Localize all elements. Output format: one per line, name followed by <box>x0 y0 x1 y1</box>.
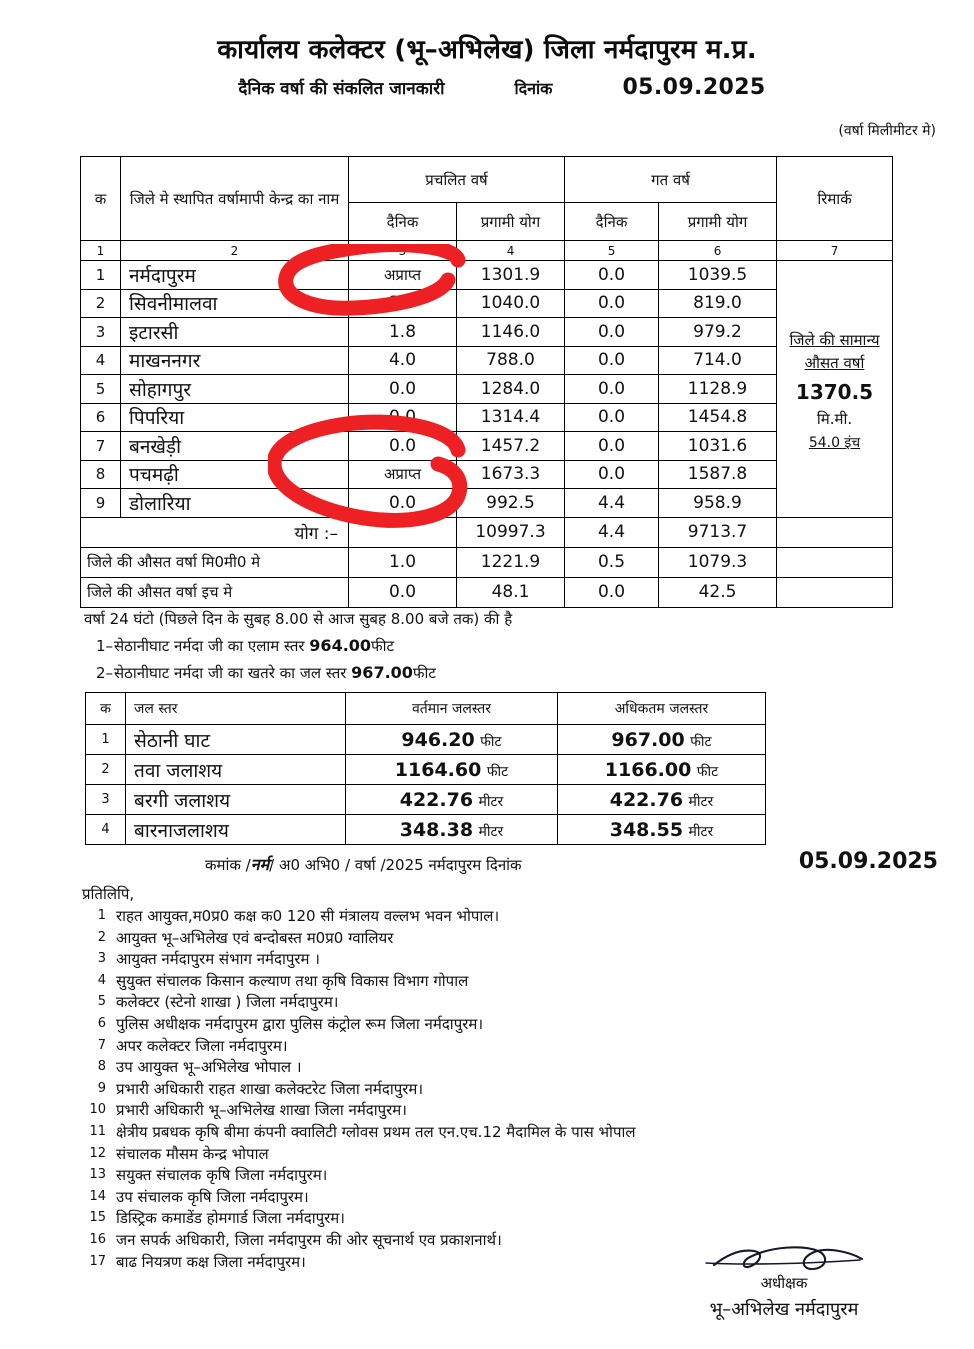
water-current-unit: मीटर <box>478 793 504 810</box>
list-item-text: सुयुक्त संचालक किसान कल्याण तथा कृषि विकास विभाग गोपाल <box>116 971 469 990</box>
list-item <box>82 1060 882 1075</box>
water-current-value: 946.20 <box>401 728 475 751</box>
list-item <box>82 995 882 1010</box>
table-row <box>81 318 893 347</box>
list-item-text: डिस्ट्रिक कमाडेंड होमगार्ड जिला नर्मदापुरम। <box>116 1209 345 1228</box>
water-row-maximum <box>558 755 766 785</box>
water-row-current <box>346 755 558 785</box>
remark-cell <box>777 261 893 518</box>
list-item-text: संचालक मौसम केन्द्र भोपाल <box>116 1144 269 1163</box>
water-row-name: तवा जलाशय <box>126 755 346 785</box>
avg-inch-last-total: 42.5 <box>659 577 777 607</box>
table-row <box>81 375 893 404</box>
water-maximum-value: 1166.00 <box>604 758 692 781</box>
total-label: योग :– <box>81 517 349 547</box>
avg-mm-last-total: 1079.3 <box>659 547 777 577</box>
total-last-total: 9713.7 <box>659 517 777 547</box>
water-current-unit: फीट <box>480 733 502 750</box>
water-header-sn: क <box>86 693 126 725</box>
copy-distribution-list <box>82 884 882 1276</box>
list-item-text: राहत आयुक्त,म0प्र0 कक्ष क0 120 सी मंत्रालय वल्लभ भवन भोपाल। <box>116 907 500 925</box>
row-sn: 2 <box>81 289 121 318</box>
row-last-total: 1587.8 <box>659 460 777 489</box>
water-row-maximum <box>558 725 766 755</box>
colnum-1: 1 <box>81 241 121 261</box>
list-item-text: अपर कलेक्टर जिला नर्मदापुरम। <box>116 1036 288 1055</box>
list-item-text: प्रभारी अधिकारी राहत शाखा कलेक्टरेट जिला नर्मदापुरम। <box>116 1079 424 1098</box>
list-item-text: आयुक्त भू–अभिलेख एवं बन्दोबस्त म0प्र0 ग्वालियर <box>116 928 394 947</box>
water-maximum-unit: मीटर <box>688 793 714 810</box>
handwritten-signature-icon <box>644 1243 924 1277</box>
list-item-number: 7 <box>97 1037 106 1053</box>
header-date-value: 05.09.2025 <box>622 75 766 100</box>
row-last-daily: 0.0 <box>565 375 659 404</box>
page-subtitle: दैनिक वर्षा की संकलित जानकारी <box>238 79 445 99</box>
water-row-name: बारनाजलाशय <box>126 815 346 845</box>
row-station: माखननगर <box>121 346 349 375</box>
avg-inch-label: जिले की औसत वर्षा इच मे <box>81 577 349 607</box>
header-last-cumulative: प्रगामी योग <box>659 203 777 241</box>
note-text-pre: सेठानीघाट नर्मदा जी का एलाम स्तर <box>114 637 305 655</box>
avg-inch-remark-blank <box>777 577 893 607</box>
row-station: बनखेड़ी <box>121 432 349 461</box>
row-last-total: 819.0 <box>659 289 777 318</box>
list-item-number: 12 <box>89 1145 106 1161</box>
avg-mm-current-daily: 1.0 <box>349 547 457 577</box>
list-item <box>82 1168 882 1183</box>
remark-line-4: 54.0 इंच <box>808 435 861 452</box>
water-row-sn: 4 <box>86 815 126 845</box>
list-item-text: उप संचालक कृषि जिला नर्मदापुरम। <box>116 1187 309 1206</box>
water-row-current <box>346 785 558 815</box>
signature-block <box>644 1243 924 1321</box>
water-maximum-value: 422.76 <box>609 788 684 811</box>
row-last-daily: 4.4 <box>565 489 659 518</box>
water-maximum-unit: फीट <box>696 763 719 780</box>
list-item-number: 17 <box>89 1253 106 1269</box>
list-item <box>82 1211 882 1226</box>
header-last-year: गत वर्ष <box>565 157 777 203</box>
row-last-daily: 0.0 <box>565 318 659 347</box>
list-item <box>82 1122 882 1141</box>
row-station: पचमढ़ी <box>121 460 349 489</box>
list-item <box>82 952 882 967</box>
row-station: डोलारिया <box>121 489 349 518</box>
list-item <box>82 971 882 990</box>
header-remark: रिमार्क <box>777 157 893 241</box>
list-item <box>82 1103 882 1118</box>
list-item <box>82 928 882 947</box>
note-text-post: फीट <box>371 637 395 655</box>
water-current-unit: मीटर <box>478 823 504 840</box>
water-row-sn: 2 <box>86 755 126 785</box>
row-sn: 7 <box>81 432 121 461</box>
table-row <box>81 403 893 432</box>
reference-middle: / अ0 अभि0 / वर्षा /2025 नर्मदापुरम दिनांक <box>269 856 522 874</box>
list-item-number: 4 <box>97 972 106 988</box>
water-row-maximum <box>558 815 766 845</box>
row-station: सोहागपुर <box>121 375 349 404</box>
row-current-daily: 0.0 <box>349 432 457 461</box>
row-last-daily: 0.0 <box>565 261 659 290</box>
table-row <box>81 289 893 318</box>
row-current-total: 992.5 <box>457 489 565 518</box>
water-maximum-value: 348.55 <box>609 818 684 841</box>
colnum-7: 7 <box>777 241 893 261</box>
list-item-number: 6 <box>97 1015 106 1031</box>
remark-value-unit: मि.मी. <box>816 410 853 429</box>
signature-department: भू–अभिलेख नर्मदापुरम <box>709 1299 859 1320</box>
row-sn: 1 <box>81 261 121 290</box>
table-row <box>81 261 893 290</box>
list-item-text: प्रभारी अधिकारी भू–अभिलेख शाखा जिला नर्मदापुरम। <box>116 1101 407 1120</box>
note-value: 967.00 <box>351 663 413 682</box>
water-maximum-value: 967.00 <box>611 728 685 751</box>
water-row-maximum <box>558 785 766 815</box>
remark-value: 1370.5 <box>795 380 874 405</box>
avg-mm-label: जिले की औसत वर्षा मि0मी0 मे <box>81 547 349 577</box>
row-current-total: 1301.9 <box>457 261 565 290</box>
row-sn: 5 <box>81 375 121 404</box>
reference-prefix: कमांक / <box>205 856 251 874</box>
table-row <box>81 346 893 375</box>
table-row <box>86 725 766 755</box>
colnum-3: 3 <box>349 241 457 261</box>
row-station: नर्मदापुरम <box>121 261 349 290</box>
row-current-total: 1040.0 <box>457 289 565 318</box>
note-number: 2– <box>96 664 114 682</box>
note-text-post: फीट <box>412 664 436 682</box>
row-last-total: 1454.8 <box>659 403 777 432</box>
row-current-total: 1284.0 <box>457 375 565 404</box>
water-row-name: बरगी जलाशय <box>126 785 346 815</box>
row-current-daily: 3.0 <box>349 289 457 318</box>
row-current-daily: 4.0 <box>349 346 457 375</box>
water-maximum-unit: मीटर <box>688 823 714 840</box>
reference-line <box>0 849 974 875</box>
header-station: जिले मे स्थापित वर्षामापी केन्द्र का नाम <box>121 157 349 241</box>
row-station: पिपरिया <box>121 403 349 432</box>
list-item-number: 5 <box>97 994 106 1010</box>
water-row-current <box>346 815 558 845</box>
row-last-total: 958.9 <box>659 489 777 518</box>
list-item-number: 13 <box>89 1167 106 1183</box>
water-current-value: 1164.60 <box>394 758 482 781</box>
row-station: सिवनीमालवा <box>121 289 349 318</box>
header-last-daily: दैनिक <box>565 203 659 241</box>
water-current-value: 348.38 <box>399 818 474 841</box>
page-title: कार्यालय कलेक्टर (भू–अभिलेख) जिला नर्मदापुरम म.प्र. <box>217 35 757 65</box>
colnum-4: 4 <box>457 241 565 261</box>
colnum-6: 6 <box>659 241 777 261</box>
notes-section <box>84 609 512 690</box>
total-current-daily <box>349 517 457 547</box>
row-last-total: 714.0 <box>659 346 777 375</box>
list-item-number: 2 <box>97 929 106 945</box>
copy-list-heading: प्रतिलिपि, <box>82 885 135 903</box>
row-current-daily: 0.0 <box>349 489 457 518</box>
water-header-row <box>86 693 766 725</box>
row-last-total: 1031.6 <box>659 432 777 461</box>
list-item-text: जन सपर्क अधिकारी, जिला नर्मदापुरम की ओर सूचनार्थ एव प्रकाशनार्थ। <box>116 1230 502 1249</box>
row-current-daily: अप्राप्त <box>349 261 457 290</box>
row-station: इटारसी <box>121 318 349 347</box>
row-current-daily: 0.0 <box>349 403 457 432</box>
list-item-text: आयुक्त नर्मदापुरम संभाग नर्मदापुरम । <box>116 950 320 969</box>
note-item <box>84 663 512 683</box>
header-sn: क <box>81 157 121 241</box>
rainfall-table <box>80 156 893 608</box>
list-item-number: 8 <box>97 1059 106 1075</box>
row-current-total: 1673.3 <box>457 460 565 489</box>
row-last-total: 1039.5 <box>659 261 777 290</box>
list-item-number: 9 <box>97 1080 106 1096</box>
note-text-pre: सेठानीघाट नर्मदा जी का खतरे का जल स्तर <box>114 664 347 682</box>
list-item-text: सयुक्त संचालक कृषि जिला नर्मदापुरम। <box>116 1166 328 1185</box>
row-last-total: 1128.9 <box>659 375 777 404</box>
row-current-total: 1314.4 <box>457 403 565 432</box>
water-row-sn: 3 <box>86 785 126 815</box>
row-sn: 3 <box>81 318 121 347</box>
list-item <box>82 1079 882 1098</box>
row-last-daily: 0.0 <box>565 346 659 375</box>
avg-mm-last-daily: 0.5 <box>565 547 659 577</box>
water-maximum-unit: फीट <box>690 733 712 750</box>
colnum-5: 5 <box>565 241 659 261</box>
list-item <box>82 1014 882 1033</box>
colnum-2: 2 <box>121 241 349 261</box>
table-row <box>86 785 766 815</box>
header-current-cumulative: प्रगामी योग <box>457 203 565 241</box>
list-item-number: 3 <box>97 951 106 967</box>
list-item <box>82 1036 882 1055</box>
row-current-total: 788.0 <box>457 346 565 375</box>
list-item-number: 16 <box>89 1231 106 1247</box>
total-row <box>81 517 893 547</box>
water-row-name: सेठानी घाट <box>126 725 346 755</box>
note-item <box>84 636 512 656</box>
column-number-row <box>81 241 893 261</box>
reference-signature-mark: नर्म <box>250 855 270 874</box>
list-item-text: क्षेत्रीय प्रबधक कृषि बीमा कंपनी क्वालिटी ग्लोवस प्रथम तल एन.एच.12 मैदामिल के पास भोपाल <box>116 1122 636 1141</box>
list-item <box>82 1144 882 1163</box>
row-sn: 4 <box>81 346 121 375</box>
water-current-value: 422.76 <box>399 788 474 811</box>
row-sn: 6 <box>81 403 121 432</box>
row-sn: 9 <box>81 489 121 518</box>
note-duration: वर्षा 24 घंटो (पिछले दिन के सुबह 8.00 से आज सुबह 8.00 बजे तक) की है <box>84 610 513 628</box>
list-item-number: 15 <box>89 1210 106 1226</box>
table-row <box>86 755 766 785</box>
water-header-level: जल स्तर <box>126 693 346 725</box>
table-row <box>81 489 893 518</box>
total-last-daily: 4.4 <box>565 517 659 547</box>
average-inch-row <box>81 577 893 607</box>
header-current-year: प्रचलित वर्ष <box>349 157 565 203</box>
row-last-daily: 0.0 <box>565 432 659 461</box>
row-current-daily: अप्राप्त <box>349 460 457 489</box>
water-header-current: वर्तमान जलस्तर <box>346 693 558 725</box>
avg-mm-current-total: 1221.9 <box>457 547 565 577</box>
list-item-text: पुलिस अधीक्षक नर्मदापुरम द्वारा पुलिस कंट्रोल रूम जिला नर्मदापुरम। <box>116 1014 484 1033</box>
water-header-maximum: अधिकतम जलस्तर <box>558 693 766 725</box>
header-current-daily: दैनिक <box>349 203 457 241</box>
list-item <box>82 909 882 924</box>
list-item <box>82 1187 882 1206</box>
table-row <box>86 815 766 845</box>
row-last-total: 979.2 <box>659 318 777 347</box>
table-header-row-1 <box>81 157 893 203</box>
list-item-text: बाढ नियत्रण कक्ष जिला नर्मदापुरम। <box>116 1252 306 1271</box>
list-item-text: उप आयुक्त भू–अभिलेख भोपाल । <box>116 1058 302 1077</box>
list-item-number: 1 <box>97 908 106 923</box>
unit-note: (वर्षा मिलीमीटर मे) <box>838 123 936 139</box>
water-row-current <box>346 725 558 755</box>
rainfall-table-wrapper <box>80 156 893 608</box>
list-item-number: 11 <box>89 1123 106 1139</box>
water-row-sn: 1 <box>86 725 126 755</box>
avg-inch-current-daily: 0.0 <box>349 577 457 607</box>
avg-inch-current-total: 48.1 <box>457 577 565 607</box>
row-current-total: 1146.0 <box>457 318 565 347</box>
avg-inch-last-daily: 0.0 <box>565 577 659 607</box>
reference-date: 05.09.2025 <box>798 849 938 874</box>
signature-title: अधीक्षक <box>760 1274 808 1292</box>
row-sn: 8 <box>81 460 121 489</box>
average-mm-row <box>81 547 893 577</box>
avg-mm-remark-blank <box>777 547 893 577</box>
row-last-daily: 0.0 <box>565 289 659 318</box>
list-item-text: कलेक्टर (स्टेनो शाखा ) जिला नर्मदापुरम। <box>116 993 339 1012</box>
remark-line-1: जिले की सामान्य <box>789 330 880 349</box>
water-level-table <box>85 692 766 845</box>
list-item-number: 10 <box>89 1102 106 1118</box>
row-last-daily: 0.0 <box>565 403 659 432</box>
header-date-label: दिनांक <box>514 79 553 98</box>
total-current-total: 10997.3 <box>457 517 565 547</box>
note-number: 1– <box>96 637 114 655</box>
row-current-total: 1457.2 <box>457 432 565 461</box>
note-value: 964.00 <box>309 636 372 655</box>
header-subtitle-row <box>0 75 974 100</box>
row-last-daily: 0.0 <box>565 460 659 489</box>
list-item-number: 14 <box>89 1188 106 1204</box>
remark-line-2: औसत वर्षा <box>804 353 865 372</box>
row-current-daily: 0.0 <box>349 375 457 404</box>
water-current-unit: फीट <box>486 763 509 780</box>
table-row <box>81 432 893 461</box>
water-level-table-wrapper <box>85 692 766 845</box>
total-remark-blank <box>777 517 893 547</box>
table-row <box>81 460 893 489</box>
row-current-daily: 1.8 <box>349 318 457 347</box>
